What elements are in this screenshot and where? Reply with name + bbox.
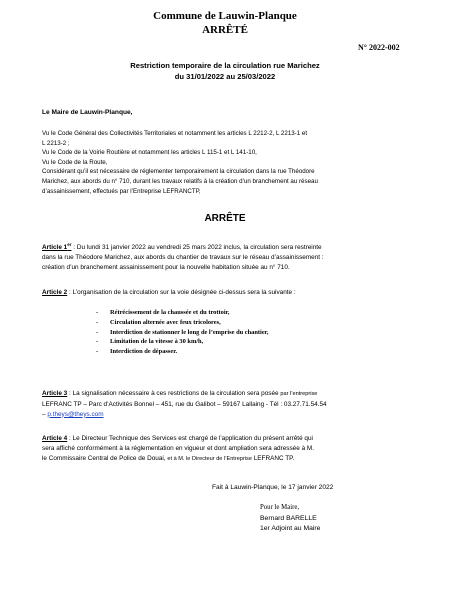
subject-block <box>60 60 390 82</box>
consideration-line: Vu le Code de la Route, <box>42 158 108 166</box>
article-4-label: Article 4 <box>42 435 68 442</box>
place-date: Fait à Lauwin-Planque, le 17 janvier 2022 <box>212 484 334 491</box>
article-1 <box>42 240 412 273</box>
considerations-block <box>42 129 412 196</box>
measures-list <box>96 308 269 357</box>
document-type-title: ARRÊTÉ <box>202 24 248 36</box>
signature-block <box>260 503 320 535</box>
article-3-text: : La signalisation nécessaire à ces restrictions de la circulation sera posée <box>67 390 281 397</box>
article-3-address: LEFRANC TP – Parc d’Activités Bonnel – 451, rue du Galibot – 59167 Lallaing - Tél : 03.27.71.54.54 <box>42 400 327 408</box>
signature-pour: Pour le Maire, <box>260 504 300 511</box>
list-item: - Interdiction de dépasser. <box>96 347 269 357</box>
article-4 <box>42 434 412 464</box>
article-3-label: Article 3 <box>42 390 68 397</box>
article-4-text: LEFRANC TP. <box>251 454 295 462</box>
reference-number: N° 2022-002 <box>358 43 400 52</box>
article-4-text-small: et à M. le Directeur de l’Entreprise <box>167 455 252 462</box>
consideration-line: L 2213-2 ; <box>42 139 70 147</box>
consideration-line: d’assainissement, effectués par l’Entreprise LEFRANCTP, <box>42 187 201 195</box>
list-item: - Circulation alternée avec feux tricolores, <box>96 318 269 328</box>
consideration-line: Vu le Code Général des Collectivités Territoriales et notamment les articles L 2212-2, L 2213-1 et <box>42 130 308 137</box>
consideration-line: Vu le Code de la Voirie Routière et notamment les articles L 115-1 et L 141-10, <box>42 149 257 157</box>
list-item: - Interdiction de stationner le long de l’emprise du chantier, <box>96 328 269 338</box>
article-1-text: création d’un branchement assainissement pour la nouvelle habitation située au n° 710. <box>42 263 290 271</box>
article-3 <box>42 389 412 419</box>
commune-title: Commune de Lauwin-Planque <box>153 10 297 22</box>
article-4-text: : Le Directeur Technique des Services est chargé de l’application du présent arrêté qui <box>67 435 313 442</box>
article-1-label: Article 1er <box>42 242 72 252</box>
article-1-text: : Du lundi 31 janvier 2022 au vendredi 25 mars 2022 inclus, la circulation sera restreinte <box>71 244 322 252</box>
arrete-heading: ARRÊTE <box>204 213 246 224</box>
article-2-text: : L’organisation de la circulation sur la voie désignée ci-dessus sera la suivante : <box>67 289 296 296</box>
consideration-line: Marichez, aux abords du n° 710, durant les travaux relatifs à la création d’un branchement au réseau <box>42 177 318 185</box>
article-4-text: le Commissaire Central de Police de Douai, <box>42 454 168 462</box>
article-2-label: Article 2 <box>42 289 68 296</box>
article-2 <box>42 288 412 298</box>
article-3-dash: – <box>42 410 48 418</box>
article-4-text: sera affiché conformément à la réglementation en vigueur et dont ampliation sera adressée à M. <box>42 444 314 452</box>
signatory-name: Bernard BARELLE <box>260 514 317 522</box>
article-1-text: dans la rue Théodore Marichez, aux abords du chantier de travaux sur le réseau d’assainissement : <box>42 253 324 261</box>
mayor-heading: Le Maire de Lauwin-Planque, <box>42 109 133 116</box>
article-3-text-small: par l’entreprise <box>280 391 318 397</box>
signatory-role: 1er Adjoint au Maire <box>260 525 321 532</box>
list-item: - Rétrécissement de la chaussée et du trottoir, <box>96 308 269 318</box>
consideration-line: Considérant qu’il est nécessaire de réglementer temporairement la circulation dans la rue Théodore <box>42 168 315 176</box>
subject-line-2: du 31/01/2022 au 25/03/2022 <box>174 72 276 81</box>
email-link[interactable]: p.theys@theys.com <box>47 410 104 418</box>
subject-line-1: Restriction temporaire de la circulation rue Marichez <box>130 61 320 70</box>
list-item: - Limitation de la vitesse à 30 km/h, <box>96 337 269 347</box>
